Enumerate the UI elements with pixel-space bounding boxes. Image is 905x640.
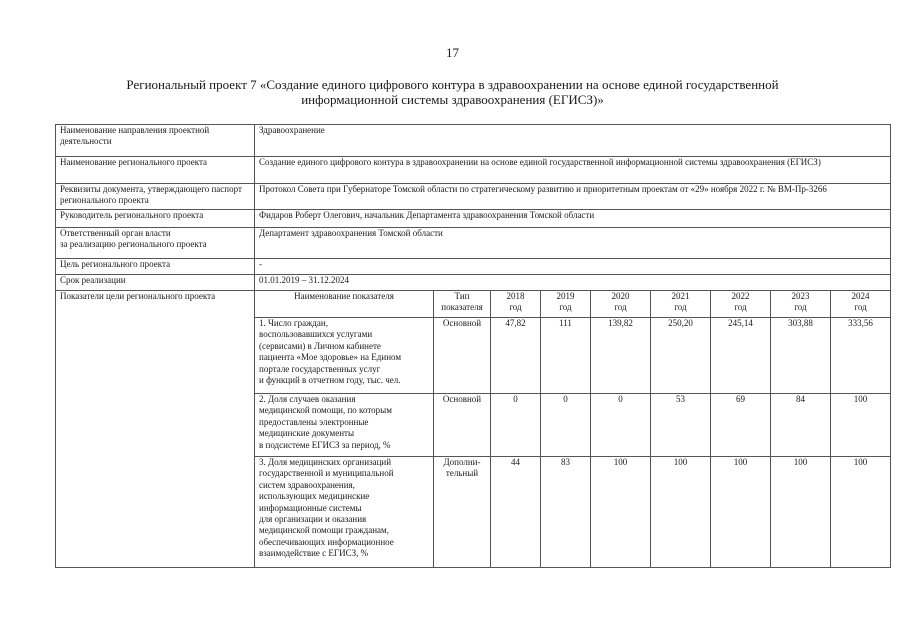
indicator-name-line: воспользовавшихся услугами bbox=[259, 329, 373, 340]
row-value: Протокол Совета при Губернаторе Томской области по стратегическому развитию и приоритетным проектам от «29» ноября 2022 г. № ВМ-Пр-3266 bbox=[255, 184, 891, 210]
indicators-label: Показатели цели регионального проекта bbox=[56, 291, 255, 318]
title-line: Региональный проект 7 «Создание единого цифрового контура в здравоохранении на основе единой государственной bbox=[126, 77, 779, 92]
indicator-name-line: обеспечивающих информационное bbox=[259, 536, 394, 547]
indicator-value: 100 bbox=[711, 457, 771, 568]
row-value: 01.01.2019 – 31.12.2024 bbox=[255, 275, 891, 291]
row-value: - bbox=[255, 259, 891, 275]
indicator-value: 47,82 bbox=[491, 318, 541, 394]
header-year-value: 2019 bbox=[556, 291, 575, 301]
header-year bbox=[591, 291, 651, 318]
indicator-value: 83 bbox=[541, 457, 591, 568]
indicator-name-line: использующих медицинские bbox=[259, 491, 370, 502]
row-label: Реквизиты документа, утверждающего паспорт регионального проекта bbox=[56, 184, 255, 210]
header-year bbox=[771, 291, 831, 318]
header-year-unit: год bbox=[854, 302, 867, 313]
header-year-value: 2024 bbox=[851, 291, 870, 301]
header-year bbox=[651, 291, 711, 318]
indicator-name-line: (сервисами) в Личном кабинете bbox=[259, 340, 381, 351]
indicator-value: 100 bbox=[831, 394, 891, 457]
header-year-unit: год bbox=[674, 302, 687, 313]
table-row bbox=[56, 184, 891, 210]
indicator-type: Основной bbox=[434, 318, 491, 394]
header-year-value: 2018 bbox=[506, 291, 525, 301]
header-type-line: показателя bbox=[441, 302, 483, 313]
row-value: Департамент здравоохранения Томской области bbox=[255, 228, 891, 259]
table-row bbox=[56, 275, 891, 291]
indicator-name bbox=[255, 457, 434, 568]
header-year-value: 2022 bbox=[731, 291, 750, 301]
indicator-name bbox=[255, 318, 434, 394]
indicator-value: 333,56 bbox=[831, 318, 891, 394]
indicator-value: 69 bbox=[711, 394, 771, 457]
row-label: Руководитель регионального проекта bbox=[56, 210, 255, 228]
indicator-value: 100 bbox=[831, 457, 891, 568]
indicator-value: 250,20 bbox=[651, 318, 711, 394]
header-year-unit: год bbox=[614, 302, 627, 313]
indicators-label-spacer bbox=[56, 457, 255, 568]
indicator-name-line: 1. Число граждан, bbox=[259, 318, 328, 328]
header-year bbox=[711, 291, 771, 318]
row-label-line: за реализацию регионального проекта bbox=[60, 239, 207, 250]
indicator-value: 0 bbox=[491, 394, 541, 457]
indicator-name-line: медицинской помощи, по которым bbox=[259, 405, 392, 416]
indicator-value: 111 bbox=[541, 318, 591, 394]
indicator-name-line: взаимодействие с ЕГИСЗ, % bbox=[259, 548, 369, 559]
row-label-line: Ответственный орган власти bbox=[60, 228, 171, 238]
header-year-unit: год bbox=[509, 302, 522, 313]
indicator-name-line: 3. Доля медицинских организаций bbox=[259, 457, 392, 467]
header-year-unit: год bbox=[559, 302, 572, 313]
page-number: 17 bbox=[446, 45, 459, 60]
indicator-value: 245,14 bbox=[711, 318, 771, 394]
indicator-value: 139,82 bbox=[591, 318, 651, 394]
header-year-unit: год bbox=[734, 302, 747, 313]
header-year bbox=[491, 291, 541, 318]
indicator-name-line: систем здравоохранения, bbox=[259, 479, 355, 490]
indicator-type-line: Дополни- bbox=[443, 457, 481, 467]
indicator-name bbox=[255, 394, 434, 457]
row-value: Создание единого цифрового контура в здравоохранении на основе единой государственной информационной системы здравоохранения (ЕГИСЗ) bbox=[255, 157, 891, 184]
indicator-name-line: предоставлены электронные bbox=[259, 416, 369, 427]
indicator-row bbox=[56, 318, 891, 394]
table-row bbox=[56, 157, 891, 184]
indicator-name-line: и функций в отчетном году, тыс. чел. bbox=[259, 375, 401, 386]
indicator-value: 0 bbox=[541, 394, 591, 457]
indicator-value: 53 bbox=[651, 394, 711, 457]
row-value: Фидаров Роберт Олегович, начальник Департамента здравоохранения Томской области bbox=[255, 210, 891, 228]
table-row bbox=[56, 259, 891, 275]
indicator-value: 100 bbox=[591, 457, 651, 568]
header-type bbox=[434, 291, 491, 318]
indicator-value: 303,88 bbox=[771, 318, 831, 394]
header-type-line: Тип bbox=[454, 291, 470, 301]
indicator-name-line: медицинской помощи гражданам, bbox=[259, 525, 389, 536]
indicator-value: 44 bbox=[491, 457, 541, 568]
indicator-name-line: государственной и муниципальной bbox=[259, 468, 394, 479]
indicator-type: Основной bbox=[434, 394, 491, 457]
header-year-value: 2023 bbox=[791, 291, 810, 301]
document-title bbox=[60, 77, 845, 107]
passport-table bbox=[55, 124, 891, 568]
indicator-type bbox=[434, 457, 491, 568]
indicator-name-line: пациента «Мое здоровье» на Едином bbox=[259, 352, 402, 363]
row-value: Здравоохранение bbox=[255, 125, 891, 157]
row-label bbox=[56, 228, 255, 259]
indicator-value: 100 bbox=[771, 457, 831, 568]
header-year-unit: год bbox=[794, 302, 807, 313]
indicator-value: 84 bbox=[771, 394, 831, 457]
indicators-label-spacer bbox=[56, 394, 255, 457]
header-name: Наименование показателя bbox=[255, 291, 434, 318]
indicator-value: 0 bbox=[591, 394, 651, 457]
table-row bbox=[56, 125, 891, 157]
indicator-type-line: тельный bbox=[445, 468, 479, 479]
indicator-name-line: информационные системы bbox=[259, 502, 362, 513]
header-year-value: 2020 bbox=[611, 291, 630, 301]
table-row bbox=[56, 210, 891, 228]
indicator-row bbox=[56, 457, 891, 568]
table-row bbox=[56, 228, 891, 259]
header-year bbox=[541, 291, 591, 318]
indicator-name-line: в подсистеме ЕГИСЗ за период, % bbox=[259, 439, 391, 450]
indicator-value: 100 bbox=[651, 457, 711, 568]
row-label: Наименование регионального проекта bbox=[56, 157, 255, 184]
indicator-row bbox=[56, 394, 891, 457]
indicators-label-spacer bbox=[56, 318, 255, 394]
indicator-name-line: 2. Доля случаев оказания bbox=[259, 394, 356, 404]
row-label: Наименование направления проектной деятельности bbox=[56, 125, 255, 157]
header-year-value: 2021 bbox=[671, 291, 690, 301]
header-year bbox=[831, 291, 891, 318]
indicator-name-line: портале государственных услуг bbox=[259, 363, 381, 374]
indicator-name-line: для организации и оказания bbox=[259, 514, 367, 525]
row-label: Срок реализации bbox=[56, 275, 255, 291]
indicators-header-row bbox=[56, 291, 891, 318]
title-line: информационной системы здравоохранения (ЕГИСЗ)» bbox=[301, 92, 604, 107]
indicator-name-line: медицинские документы bbox=[259, 428, 355, 439]
row-label: Цель регионального проекта bbox=[56, 259, 255, 275]
